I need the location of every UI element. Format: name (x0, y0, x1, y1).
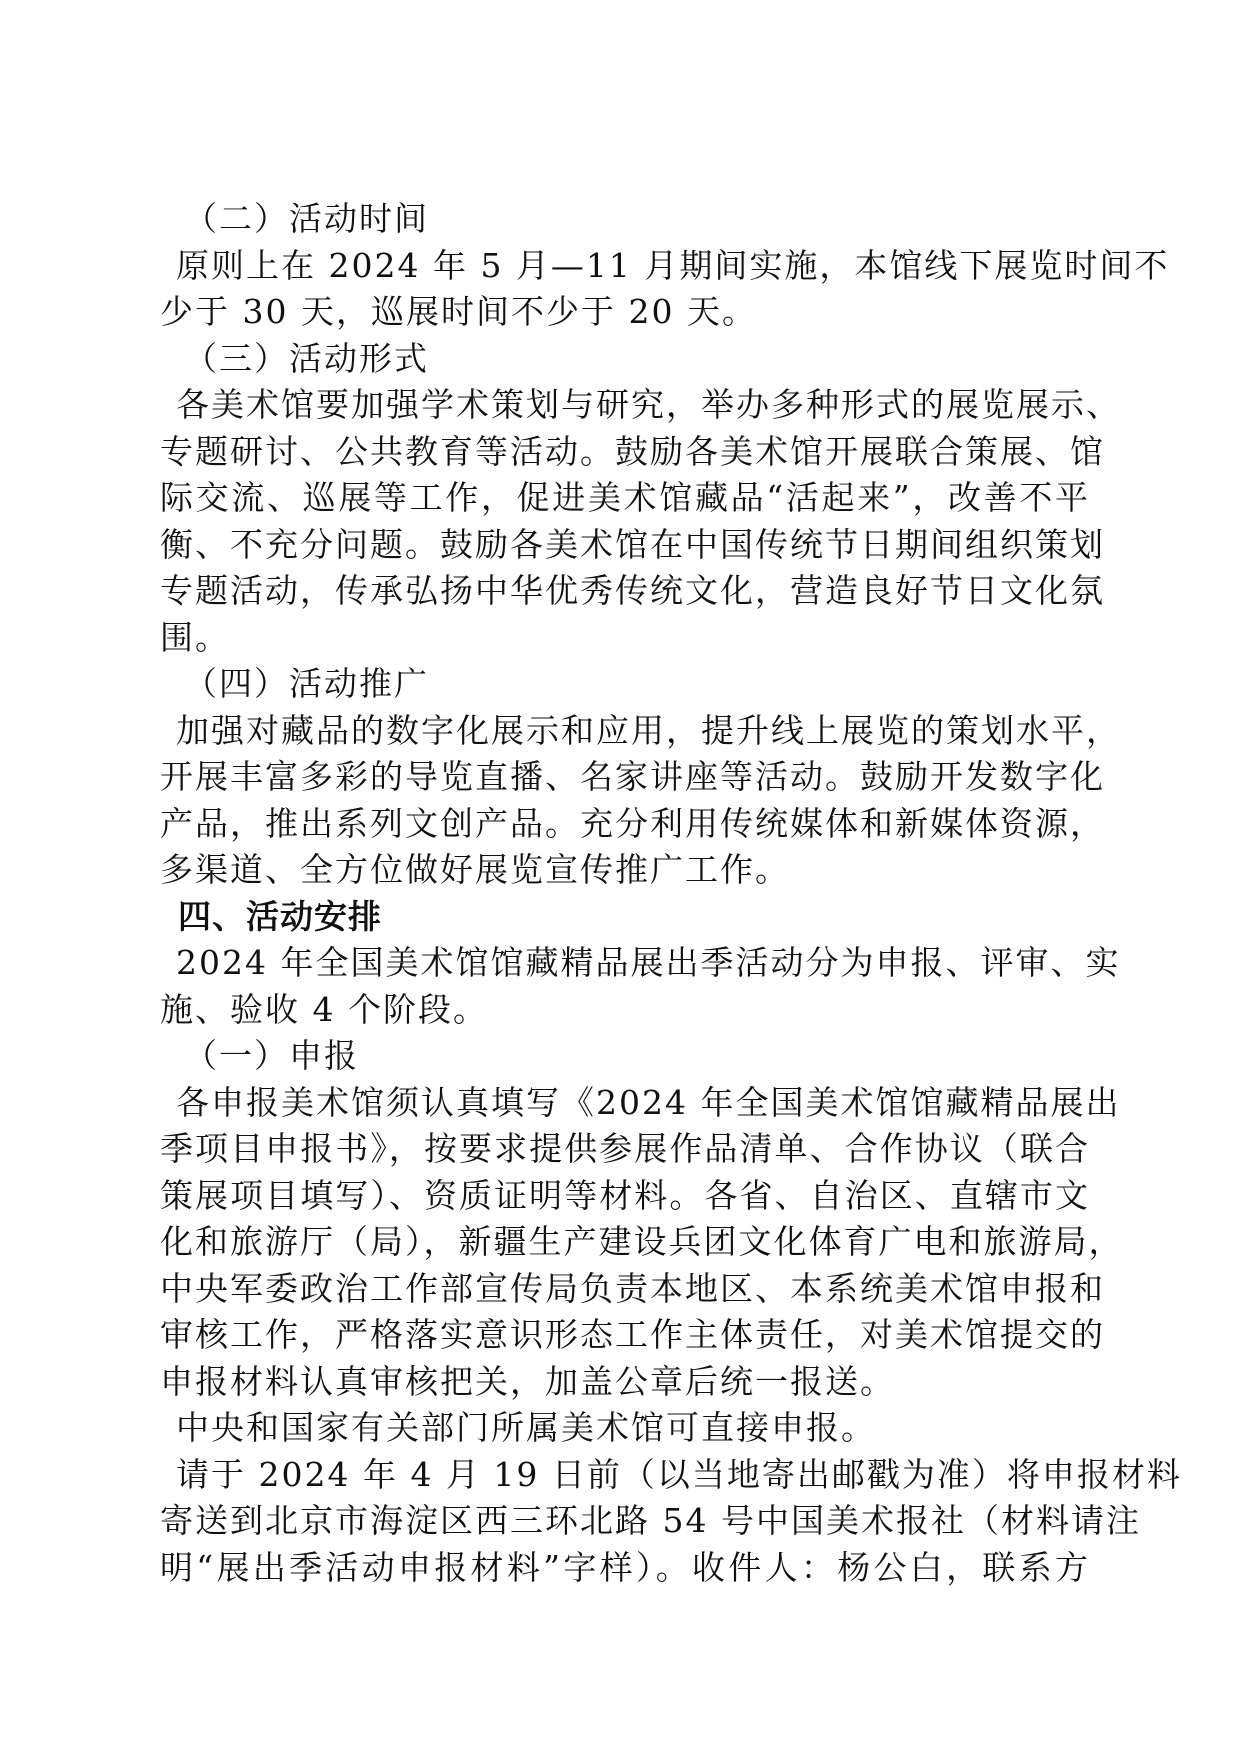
sub-heading-activity-form: （三）活动形式 (184, 338, 429, 378)
paragraph-line: 审核工作，严格落实意识形态工作主体责任，对美术馆提交的 (160, 1315, 1105, 1354)
paragraph-line: 专题研讨、公共教育等活动。鼓励各美术馆开展联合策展、馆 (160, 431, 1105, 471)
sub-heading-activity-promotion: （四）活动推广 (184, 664, 429, 703)
paragraph-line: 申报材料认真审核把关，加盖公章后统一报送。 (160, 1361, 895, 1401)
paragraph-line: 围。 (160, 617, 230, 657)
paragraph-line: 衡、不充分问题。鼓励各美术馆在中国传统节日期间组织策划 (160, 524, 1105, 564)
paragraph-line: 际交流、巡展等工作，促进美术馆藏品“活起来”，改善不平 (160, 478, 1090, 517)
paragraph-line: 明“展出季活动申报材料”字样）。收件人：杨公白，联系方 (160, 1547, 1090, 1587)
paragraph-line: 策展项目填写）、资质证明等材料。各省、自治区、直辖市文 (160, 1175, 1090, 1215)
paragraph-line: 加强对藏品的数字化展示和应用，提升线上展览的策划水平， (176, 710, 1121, 750)
paragraph-line: 少于 30 天，巡展时间不少于 20 天。 (160, 292, 757, 331)
paragraph-submission-address (160, 1452, 1182, 1592)
paragraph-line: 产品，推出系列文创产品。充分利用传统媒体和新媒体资源， (160, 803, 1105, 843)
paragraph-line: 各申报美术馆须认真填写《2024 年全国美术馆馆藏精品展出 (176, 1082, 1121, 1122)
paragraph-line: 专题活动，传承弘扬中华优秀传统文化，营造良好节日文化氛 (160, 571, 1105, 610)
document-body (160, 196, 1182, 1591)
paragraph-line: 请于 2024 年 4 月 19 日前（以当地寄出邮戳为准）将申报材料 (176, 1454, 1182, 1494)
paragraph-activity-promotion (160, 708, 1121, 894)
paragraph-line: 各美术馆要加强学术策划与研究，举办多种形式的展览展示、 (176, 385, 1121, 424)
paragraph-activity-arrangement (160, 940, 1121, 1033)
paragraph-activity-time (160, 243, 1170, 336)
paragraph-line: 施、验收 4 个阶段。 (160, 989, 488, 1029)
paragraph-application (160, 1080, 1124, 1406)
paragraph-activity-form (160, 382, 1121, 661)
paragraph-central-departments (160, 1405, 1090, 1452)
paragraph-line: 多渠道、全方位做好展览宣传推广工作。 (160, 850, 790, 889)
paragraph-line: 化和旅游厅（局），新疆生产建设兵团文化体育广电和旅游局， (160, 1222, 1124, 1261)
sub-heading-application: （一）申报 (184, 1036, 359, 1075)
paragraph-line: 2024 年全国美术馆馆藏精品展出季活动分为申报、评审、实 (176, 943, 1121, 982)
paragraph-line: 中央军委政治工作部宣传局负责本地区、本系统美术馆申报和 (160, 1268, 1105, 1308)
paragraph-line: 中央和国家有关部门所属美术馆可直接申报。 (176, 1408, 876, 1447)
section-heading-activity-arrangement: 四、活动安排 (178, 896, 382, 936)
paragraph-line: 寄送到北京市海淀区西三环北路 54 号中国美术报社（材料请注 (160, 1501, 1141, 1540)
sub-heading-activity-time: （二）活动时间 (184, 199, 429, 238)
paragraph-line: 开展丰富多彩的导览直播、名家讲座等活动。鼓励开发数字化 (160, 757, 1105, 796)
paragraph-line: 原则上在 2024 年 5 月—11 月期间实施，本馆线下展览时间不 (176, 245, 1170, 285)
paragraph-line: 季项目申报书》，按要求提供参展作品清单、合作协议（联合 (160, 1129, 1090, 1168)
